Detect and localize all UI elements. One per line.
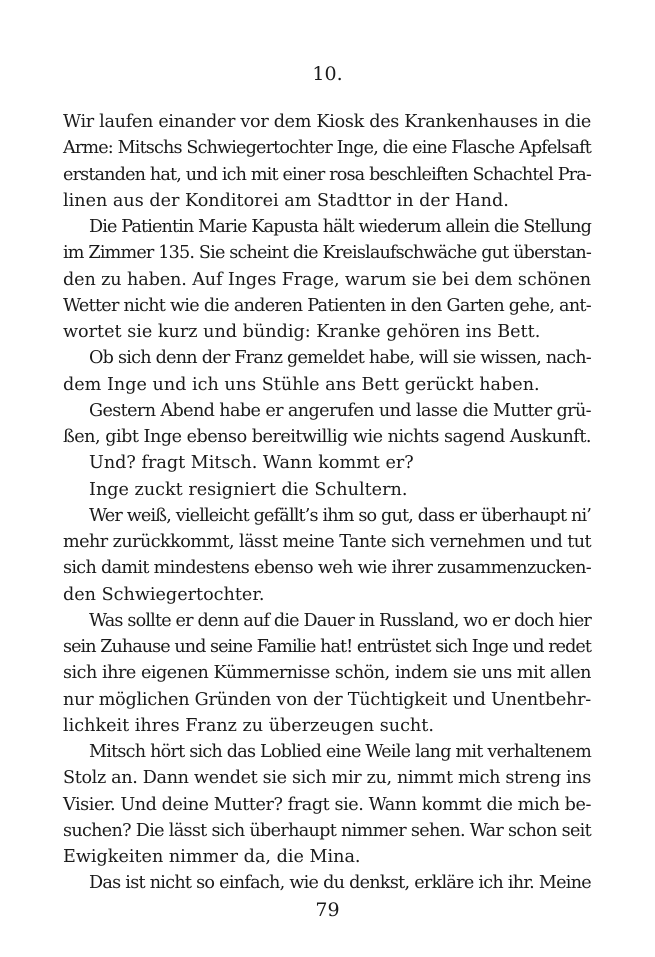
chapter-heading: 10.	[312, 63, 343, 85]
text-line: Arme: Mitschs Schwiegertochter Inge, die eine Flasche Apfelsaft	[63, 138, 591, 159]
text-line: sein Zuhause und seine Familie hat! entrüstet sich Inge und redet	[63, 637, 591, 657]
text-line: Gestern Abend habe er angerufen und lasse die Mutter grü-	[89, 400, 591, 421]
text-line: den Schwiegertochter.	[63, 584, 265, 605]
text-line: sich ihre eigenen Kümmernisse schön, indem sie uns mit allen	[63, 663, 591, 684]
text-line: nur möglichen Gründen von der Tüchtigkeit und Unentbehr-	[63, 689, 591, 710]
body-text	[63, 109, 591, 897]
paragraph	[63, 450, 591, 476]
paragraph	[63, 870, 591, 896]
text-line: den zu haben. Auf Inges Frage, warum sie bei dem schönen	[63, 269, 591, 290]
text-line: ßen, gibt Inge ebenso bereitwillig wie nichts sagend Auskunft.	[63, 427, 591, 447]
paragraph	[63, 398, 591, 451]
text-line: suchen? Die lässt sich überhaupt nimmer sehen. War schon seit	[63, 820, 591, 841]
text-line: dem Inge und ich uns Stühle ans Bett gerückt haben.	[63, 374, 540, 395]
paragraph	[63, 503, 591, 608]
text-line: Ewigkeiten nimmer da, die Mina.	[63, 847, 361, 867]
text-line: lichkeit ihres Franz zu überzeugen sucht.	[63, 715, 434, 736]
paragraph	[63, 109, 591, 214]
text-line: Wer weiß, vielleicht gefällt’s ihm so gut, dass er überhaupt ni’	[89, 505, 591, 526]
text-line: wortet sie kurz und bündig: Kranke gehören ins Bett.	[63, 322, 541, 342]
text-line: Visier. Und deine Mutter? fragt sie. Wann kommt die mich be-	[63, 794, 591, 815]
text-line: Stolz an. Dann wendet sie sich mir zu, nimmt mich streng ins	[63, 768, 591, 789]
text-line: mehr zurückkommt, lässt meine Tante sich vernehmen und tut	[63, 532, 591, 552]
paragraph	[63, 477, 591, 503]
page-number: 79	[315, 899, 340, 921]
text-line: Mitsch hört sich das Loblied eine Weile lang mit verhaltenem	[89, 742, 591, 762]
text-line: im Zimmer 135. Sie scheint die Kreislaufschwäche gut überstan-	[63, 243, 591, 264]
text-line: Ob sich denn der Franz gemeldet habe, will sie wissen, nach-	[89, 348, 591, 369]
text-line: Wetter nicht wie die anderen Patienten in den Garten gehe, ant-	[63, 295, 591, 316]
paragraph	[63, 214, 591, 345]
text-line: Inge zuckt resigniert die Schultern.	[89, 479, 408, 500]
text-line: erstanden hat, und ich mit einer rosa beschleiften Schachtel Pra-	[63, 164, 591, 185]
paragraph	[63, 608, 591, 739]
text-line: Wir laufen einander vor dem Kiosk des Krankenhauses in die	[63, 112, 591, 132]
text-line: Die Patientin Marie Kapusta hält wiederum allein die Stellung	[89, 217, 591, 237]
text-line: Und? fragt Mitsch. Wann kommt er?	[89, 453, 414, 474]
paragraph	[63, 345, 591, 398]
text-line: linen aus der Konditorei am Stadttor in der Hand.	[63, 190, 509, 211]
text-line: sich damit mindestens ebenso weh wie ihrer zusammenzucken-	[63, 558, 591, 579]
text-line: Das ist nicht so einfach, wie du denkst, erkläre ich ihr. Meine	[89, 873, 591, 894]
text-line: Was sollte er denn auf die Dauer in Russland, wo er doch hier	[89, 610, 591, 631]
paragraph	[63, 739, 591, 870]
